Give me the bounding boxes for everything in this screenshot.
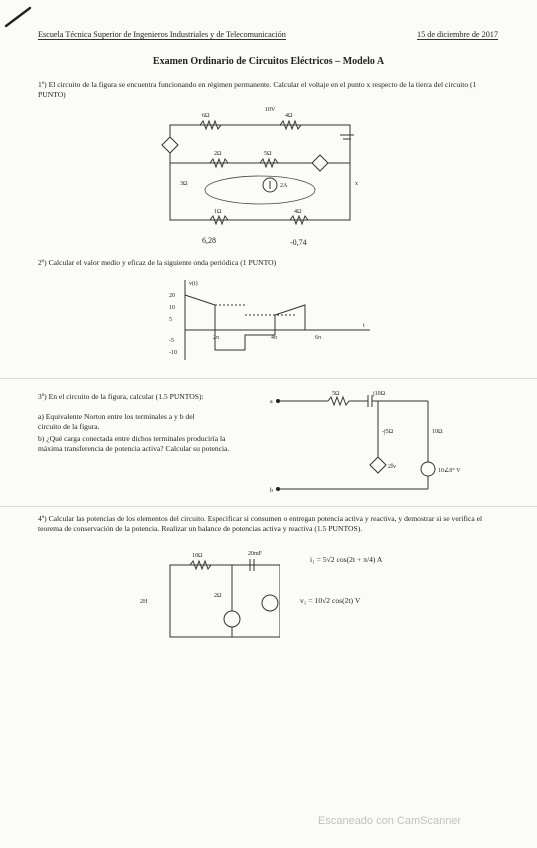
- divider: [0, 378, 537, 379]
- fig4-label-10ohm: 10Ω: [192, 553, 203, 559]
- question-3-part-b: b) ¿Qué carga conectada entre dichos terminales produciría la máxima transferencia de potencia activa? Calcular su potencia.: [38, 434, 230, 453]
- fig2-tick-neg10: -10: [169, 350, 177, 356]
- exam-title: Examen Ordinario de Circuitos Eléctricos – Modelo A: [152, 56, 385, 67]
- fig3-terminal-b: b: [270, 488, 273, 494]
- fig1-label-2ohm: 2Ω: [214, 151, 222, 157]
- question-3-circuit-figure: [268, 385, 468, 497]
- question-2-waveform-figure: [165, 275, 375, 365]
- fig2-tick-x3: 6π: [315, 335, 322, 341]
- fig2-tick-x1: 2π: [213, 335, 220, 341]
- fig2-tick-20: 20: [169, 293, 175, 299]
- question-1-circuit-figure: [140, 105, 380, 250]
- fig2-tick-5: 5: [169, 317, 172, 323]
- camscanner-watermark: Escaneado con CamScanner: [318, 815, 462, 827]
- fig2-time-label: t: [363, 323, 365, 329]
- fig2-tick-neg5: -5: [169, 338, 174, 344]
- fig1-annotation-b: -0,74: [290, 238, 307, 247]
- question-3-part-a: a) Equivalente Norton entre los terminales a y b del circuito de la figura.: [38, 412, 195, 431]
- question-4-voltage-equation: v₁ = 10√2 cos(2t) V: [300, 596, 361, 605]
- pen-stroke-mark: [4, 4, 34, 30]
- fig1-label-6ohm: 6Ω: [202, 113, 210, 119]
- fig1-label-4ohm-b: 4Ω: [294, 209, 302, 215]
- fig3-label-j10: j10Ω: [373, 391, 386, 397]
- question-2-text: 2º) Calcular el valor medio y eficaz de la siguiente onda periódica (1 PUNTO): [38, 258, 277, 267]
- fig4-label-2h: 2H: [140, 599, 148, 605]
- fig1-label-x: x: [355, 181, 358, 187]
- fig1-label-3ohm: 3Ω: [180, 181, 188, 187]
- fig1-label-2a: 2A: [280, 183, 288, 189]
- question-3-intro: 3º) En el circuito de la figura, calcular (1.5 PUNTOS):: [38, 392, 204, 401]
- question-4-current-equation: i₁ = 5√2 cos(2t + π/4) A: [310, 555, 383, 564]
- school-name: Escuela Técnica Superior de Ingenieros Industriales y de Telecomunicación: [38, 30, 286, 39]
- fig3-label-dependent: 2Īv: [388, 464, 396, 470]
- divider: [0, 506, 537, 507]
- question-4-text: 4º) Calcular las potencias de los elementos del circuito. Especificar si consumen o entregan potencia activa y reactiva, y demostrar si se verifica el teorema de conservación de la potencia. Realizar un balance de potencias activa y reactiva (1.5 PUNTOS).: [38, 514, 483, 533]
- fig1-label-10v: 10V: [265, 107, 276, 113]
- fig1-annotation-a: 6,28: [202, 236, 216, 245]
- fig3-label-10ohm: 10Ω: [432, 429, 443, 435]
- fig3-label-5ohm: 5Ω: [332, 391, 340, 397]
- fig4-label-20mf: 20mF: [248, 551, 263, 557]
- fig1-label-4ohm: 4Ω: [285, 113, 293, 119]
- fig3-terminal-a: a: [270, 399, 273, 405]
- fig2-axis-label: v(t): [189, 281, 198, 287]
- exam-header: [38, 30, 498, 44]
- fig4-label-2ohm: 2Ω: [214, 593, 222, 599]
- question-1-text: 1º) El circuito de la figura se encuentra funcionando en régimen permanente. Calcular el voltaje en el punto x respecto de la tierra del circuito (1 PUNTO): [38, 80, 477, 99]
- fig2-tick-x2: 4π: [271, 335, 278, 341]
- question-4-circuit-figure: [140, 545, 280, 645]
- fig1-label-1ohm: 1Ω: [214, 209, 222, 215]
- fig1-label-5ohm: 5Ω: [264, 151, 272, 157]
- fig3-label-negj5: -j5Ω: [382, 429, 394, 435]
- exam-date: 15 de diciembre de 2017: [417, 30, 498, 39]
- fig3-label-source: 10∠0° V: [438, 468, 461, 474]
- fig2-tick-10: 10: [169, 305, 175, 311]
